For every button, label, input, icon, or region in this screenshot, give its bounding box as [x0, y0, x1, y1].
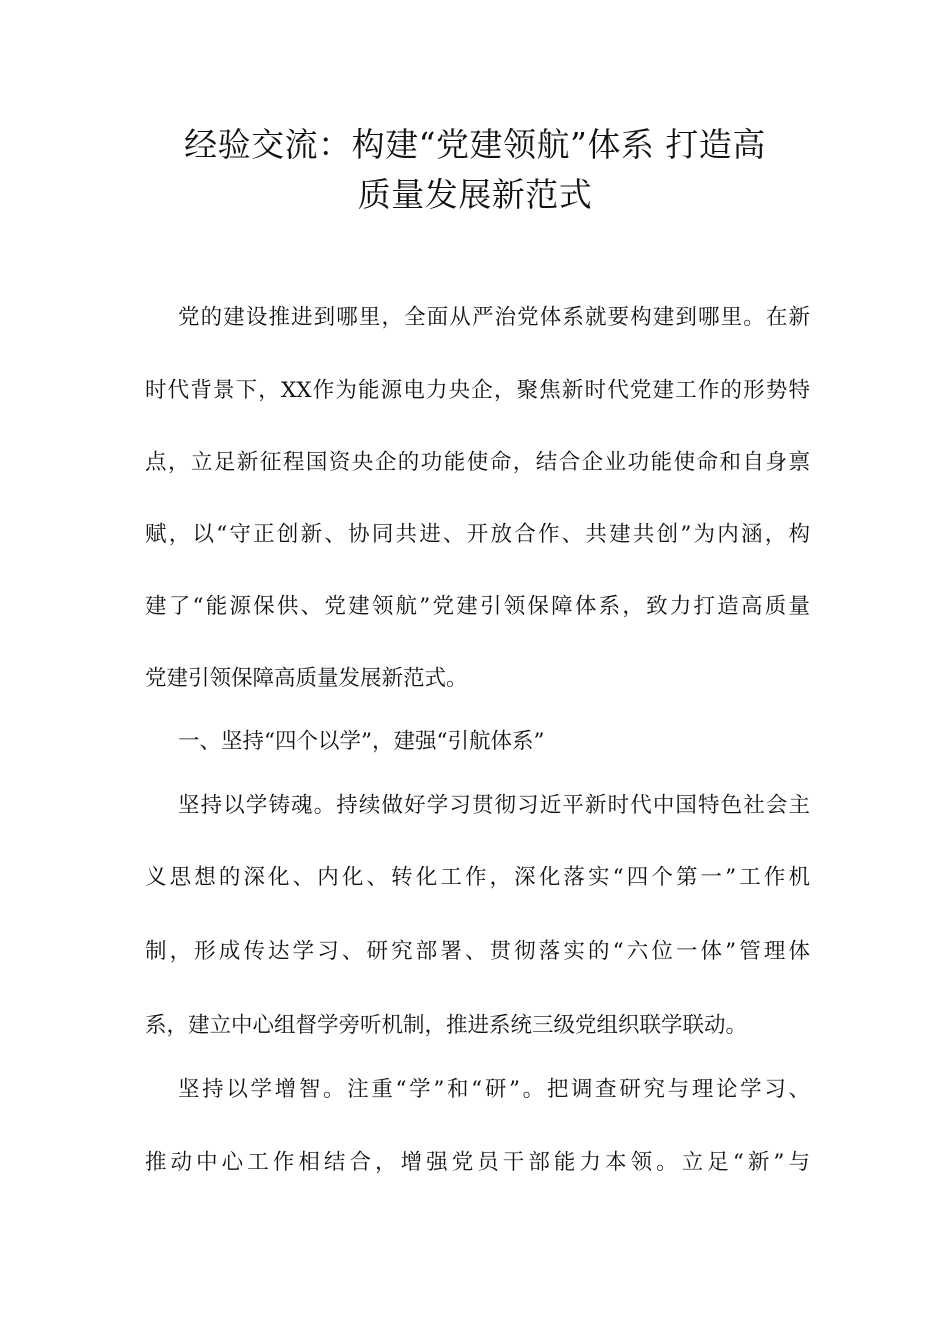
title-line-1: 经验交流：构建“党建领航”体系 打造高 [184, 125, 766, 164]
document-title [140, 120, 810, 220]
paragraph-line: 推动中心工作相结合，增强党员干部能力本领。立足“新”与 [145, 1150, 810, 1175]
section-heading: 一、坚持“四个以学”，建强“引航体系” [178, 729, 545, 754]
paragraph-line: 坚持以学增智。注重“学”和“研”。把调查研究与理论学习、 [178, 1077, 810, 1102]
paragraph-line: 点，立足新征程国资央企的功能使命，结合企业功能使命和自身禀 [145, 450, 810, 475]
paragraph-line: 党建引领保障高质量发展新范式。 [145, 666, 468, 691]
paragraph-line: 赋，以“守正创新、协同共进、开放合作、共建共创”为内涵，构 [145, 522, 810, 547]
title-line-2: 质量发展新范式 [357, 175, 593, 214]
paragraph-line: 党的建设推进到哪里，全面从严治党体系就要构建到哪里。在新 [178, 305, 810, 330]
paragraph-line: 义思想的深化、内化、转化工作，深化落实“四个第一”工作机 [145, 865, 810, 890]
paragraph-line: 建了“能源保供、党建领航”党建引领保障体系，致力打造高质量 [145, 594, 810, 619]
paragraph-line: 制，形成传达学习、研究部署、贯彻落实的“六位一体”管理体 [145, 939, 810, 964]
paragraph-line: 时代背景下，XX作为能源电力央企，聚焦新时代党建工作的形势特 [145, 378, 810, 403]
paragraph-line: 系，建立中心组督学旁听机制，推进系统三级党组织联学联动。 [145, 1013, 748, 1038]
paragraph-line: 坚持以学铸魂。持续做好学习贯彻习近平新时代中国特色社会主 [178, 793, 810, 818]
